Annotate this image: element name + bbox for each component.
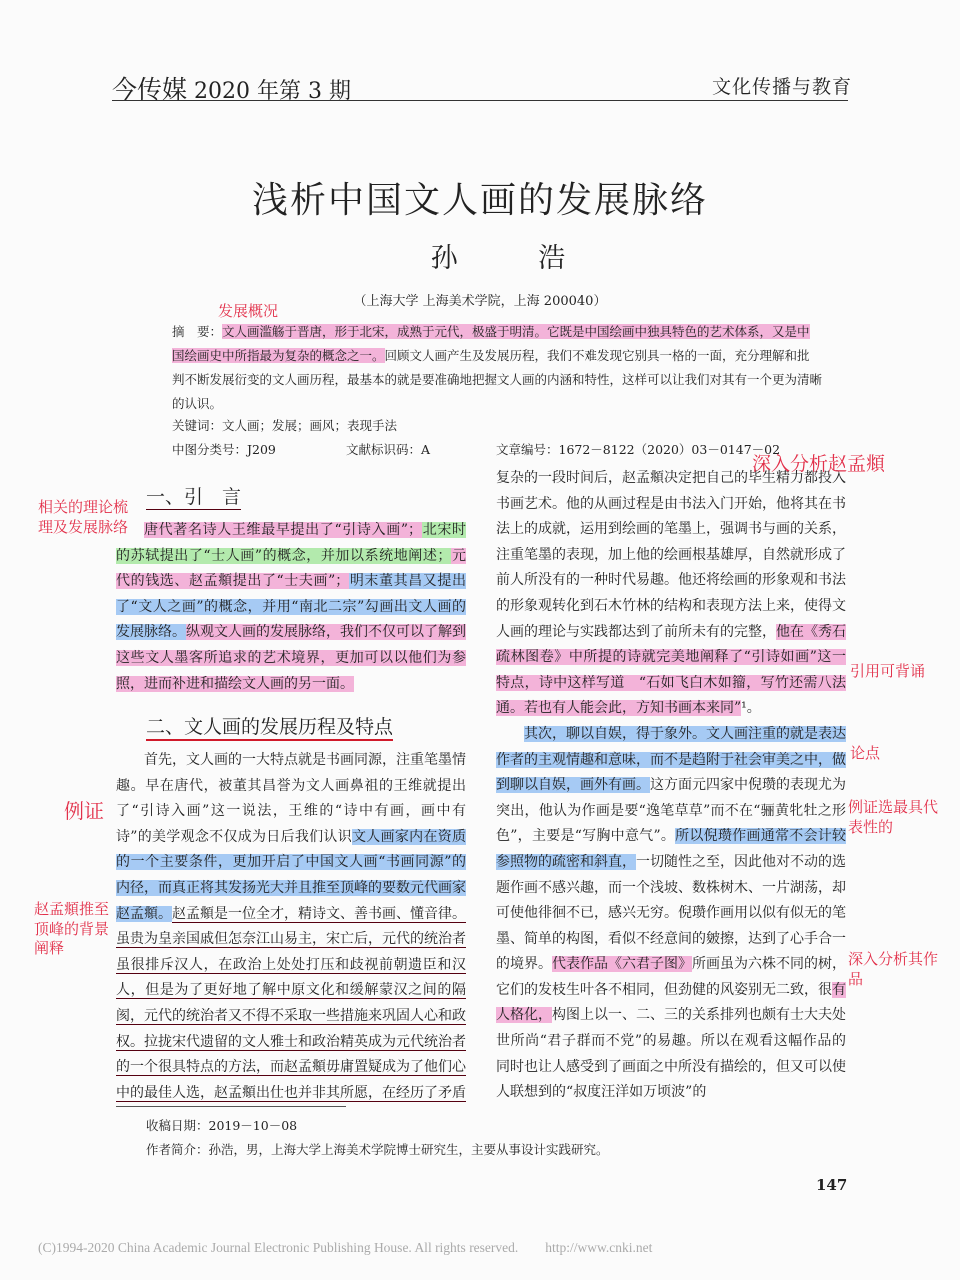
page-number: 147 [816, 1176, 848, 1194]
text-highlight: 纵观文人画的发展脉络，我们不仅可以了解到这些文人墨客所追求的艺术境界，更加可以以他们为参照，进而补进和描绘文人画的另一面。 [116, 624, 466, 692]
text-highlight: 唐代著名诗人王维最早提出了“引诗入画”； [144, 522, 423, 538]
paper-title: 浅析中国文人画的发展脉络 [251, 180, 708, 221]
text-highlight: 他在《秀石疏林图卷》中所提的诗就完美地阐释了“引诗如画”这一特点，诗中这样写道 “石如飞白木如籀，写竹还需八法通。若也有人能会此，方知书画本来同” [496, 623, 846, 717]
annotation-work-analysis: 深入分析其作品 [848, 950, 939, 988]
paragraph-text: 构图上以一、二、三的关系排列也颇有士大夫处世所尚“君子群而不党”的易趣。所以在观看这幅作品的同时也让人感受到了画面之中所没有描绘的，但又可以使人联想到的“叔度汪洋如万顷波”的 [496, 1007, 846, 1101]
copyright-notice: (C)1994-2020 China Academic Journal Electronic Publishing House. All rights reserved. http://www.cnki.net [38, 1240, 653, 1255]
annotation-overview: 发展概况 [218, 302, 279, 320]
paper-author: 孙 浩 [430, 243, 602, 274]
text-highlight: 北宋时的苏轼提出了“士人画”的概念，并加以系统地阐述； [116, 522, 466, 564]
document-code: 文献标识码：A [346, 442, 431, 457]
annotation-theory: 相关的理论梳理及发展脉络 [38, 498, 129, 536]
paragraph-text: 复杂的一段时间后，赵孟頫决定把自己的毕生精力都投入书画艺术。他的从画过程是由书法入门开始，他将其在书法上的成就，运用到绘画的笔墨上，强调书与画的关系，注重笔墨的表现，加上他的绘画根基雄厚，自然就形成了前人所没有的一种时代易趣。他还将绘画的形象观和书法的形象观转化到石木竹林的结构和表现方法上来，使得文人画的理论与实践都达到了前所未有的完整， [496, 470, 846, 640]
text-highlight: 文人画注重的就是表达作者的主观情趣和意味，而不是趋附于社会审美之中，做到聊以自娱，画外有画。 [496, 725, 846, 794]
text-highlight: 元代的钱选、赵孟頫提出了“士夫画”； [116, 547, 466, 590]
text-highlight: 代表作品《六君子图》 [552, 956, 692, 973]
annotation-argument: 论点 [850, 744, 881, 762]
classification-number: 中图分类号：J209 [172, 442, 276, 457]
section-heading-intro: 一、引 言 [146, 482, 241, 510]
abstract-highlight: 文人画滥觞于晋唐，形于北宋，成熟于元代，极盛于明清。它既是中国绘画中独具特色的艺术体系，又是中国绘画史中所指最为复杂的概念之一。 [172, 324, 810, 363]
keywords: 关键词：文人画；发展；画风；表现手法 [172, 418, 398, 433]
paragraph-text: 一切随性之至，因此他对不动的选题作画不感兴趣，而一个浅坡、数株树木、一片湖荡，却可使他徘徊不已，感兴无穷。倪瓒作画用以似有似无的笔墨、简单的构图，看似不经意间的皴擦，达到了心手合一的境界。 [496, 853, 846, 973]
journal-name: 今传媒 [112, 75, 188, 104]
annotation-example: 例证 [64, 799, 104, 823]
left-column-intro [116, 518, 466, 697]
received-date: 收稿日期：2019－10－08 [146, 1118, 298, 1133]
text-highlight: 其次，聊以自娱，得于象外。 [524, 725, 706, 742]
paragraph-text: 首先，文人画的一大特点就是书画同源，注重笔墨情趣。早在唐代，被董其昌誉为文人画鼻祖的王维就提出了“引诗入画”这一说法，王维的“诗中有画，画中有诗”的美学观念不仅成为日后我们认识 [116, 752, 466, 845]
affiliation: （上海大学 上海美术学院，上海 200040） [353, 294, 607, 309]
left-column-body [116, 748, 466, 1106]
section-heading-development: 二、文人画的发展历程及特点 [146, 712, 393, 741]
text-highlight: 所以倪瓒作画通常不会计较参照物的疏密和斜直， [496, 828, 846, 870]
footnote-rule [116, 1106, 346, 1107]
text-highlight: 明末董其昌又提出了“文人之画”的概念，并用“南北二宗”勾画出文人画的发展脉络。 [116, 573, 466, 641]
annotation-zhao-analysis: 深入分析赵孟頫 [752, 453, 886, 475]
paragraph-text: 这方面元四家中倪瓒的表现尤为突出，他认为作画是要“逸笔草草”而不在“骊黄牝牡之形色”，主要是“写胸中意气”。 [496, 777, 846, 845]
header-rule [112, 100, 848, 101]
section-header: 文化传播与教育 [712, 76, 853, 98]
abstract-text: 回顾文人画产生及发展历程，我们不难发现它别具一格的一面，充分理解和批判不断发展衍变的文人画历程，最基本的就是要准确地把握文人画的内涵和特性，这样可以让我们对其有一个更为清晰的认识。 [172, 348, 823, 411]
annotation-background: 赵孟頫推至顶峰的背景阐释 [34, 900, 110, 957]
annotation-quote: 引用可背诵 [850, 662, 926, 680]
text-highlight: 文人画家内在资质的一个主要条件，更加开启了中国文人画“书画同源”的内径，而真正将其发扬光大并且推至顶峰的要数元代画家赵孟頫。 [116, 828, 467, 922]
author-bio: 作者简介：孙浩，男，上海大学上海美术学院博士研究生，主要从事设计实践研究。 [146, 1142, 609, 1157]
right-column-body [496, 466, 846, 1106]
footnote-ref: ¹。 [741, 700, 761, 717]
text-highlight: 有人格化， [496, 981, 846, 1024]
journal-issue: 2020 年第 3 期 [194, 79, 351, 104]
abstract-label: 摘 要： [172, 324, 223, 339]
annotation-representative: 例证选最具代表性的 [848, 798, 939, 836]
paragraph-text: 赵孟頫是一位全才，精诗文、善书画、懂音律。虽贵为皇亲国戚但怎奈江山易主，宋亡后，元代的统治者虽很排斥汉人，在政治上处处打压和歧视前朝遗臣和汉人，但是为了更好地了解中原文化和缓解蒙汉之间的隔阂，元代的统治者又不得不采取一些措施来巩固人心和政权。拉拢宋代遗留的文人雅士和政治精英成为元代统治者的一个很具特点的方法，而赵孟頫毋庸置疑成为了他们心中的最佳人选，赵孟頫出仕也并非其所愿，在经历了矛盾 [116, 905, 466, 1101]
paragraph-text: 所画虽为六株不同的树，它们的发枝生叶各不相同，但劲健的风姿别无二致，很 [496, 956, 846, 998]
abstract [172, 320, 822, 416]
article-number: 文章编号：1672－8122（2020）03－0147－02 [496, 442, 781, 457]
